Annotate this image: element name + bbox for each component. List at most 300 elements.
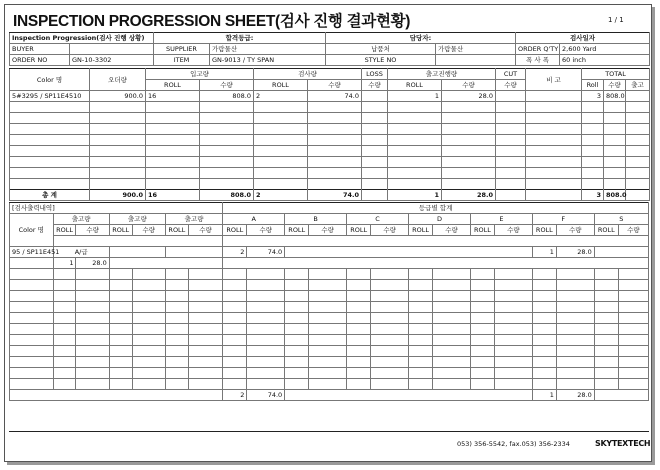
table-cell [188, 379, 222, 390]
table-cell [165, 335, 188, 346]
table-cell [76, 269, 109, 280]
lower-sum-bcde [285, 390, 533, 401]
qty-header: 수량 [433, 225, 471, 236]
table-cell [362, 124, 388, 135]
table-cell [285, 368, 309, 379]
table-cell [556, 280, 594, 291]
table-cell [582, 124, 604, 135]
table-cell [409, 280, 433, 291]
lower-bcde [285, 247, 533, 258]
table-cell [496, 168, 526, 179]
qty-header: 수량 [495, 225, 533, 236]
total-roll-header: Roll [582, 80, 604, 91]
table-cell [604, 124, 626, 135]
table-cell [496, 179, 526, 190]
col-inspect: 검사량 [254, 69, 362, 80]
table-cell [247, 302, 285, 313]
table-cell [109, 324, 132, 335]
table-cell [626, 102, 650, 113]
table-cell [90, 168, 146, 179]
table-cell [254, 135, 308, 146]
table-cell [109, 291, 132, 302]
table-cell [594, 291, 618, 302]
grade-header-s: S [594, 214, 648, 225]
table-cell [362, 157, 388, 168]
table-cell [132, 368, 165, 379]
table-cell [526, 135, 582, 146]
table-cell [247, 324, 285, 335]
table-cell [254, 113, 308, 124]
table-cell [308, 124, 362, 135]
row-total-ship [626, 91, 650, 102]
table-cell [90, 146, 146, 157]
grade-header-c: C [347, 214, 409, 225]
col-order-qty: 오더량 [90, 69, 146, 91]
sum-order-qty: 900.0 [90, 190, 146, 201]
order-qty-value: 2,600 Yard [560, 44, 650, 55]
table-cell [362, 146, 388, 157]
table-cell [409, 379, 433, 390]
table-cell [442, 124, 496, 135]
table-cell [362, 179, 388, 190]
row-insp-qty: 74.0 [308, 91, 362, 102]
table-cell [188, 269, 222, 280]
table-cell [618, 368, 648, 379]
table-cell [347, 280, 371, 291]
table-cell [223, 379, 247, 390]
table-cell [433, 368, 471, 379]
table-cell [309, 368, 347, 379]
table-cell [532, 368, 556, 379]
table-cell [10, 302, 54, 313]
table-cell [347, 335, 371, 346]
table-cell [388, 124, 442, 135]
list-item [10, 302, 649, 313]
table-cell [90, 102, 146, 113]
cut-qty-header: 수량 [496, 80, 526, 91]
table-cell [188, 313, 222, 324]
sum-total-qty: 808.0 [604, 190, 626, 201]
lower-sum-row [10, 390, 649, 401]
table-cell [556, 368, 594, 379]
order-no-label: ORDER NO [10, 55, 70, 66]
table-cell [132, 302, 165, 313]
table-cell [470, 335, 494, 346]
table-cell [132, 313, 165, 324]
table-cell [247, 313, 285, 324]
table-cell [223, 357, 247, 368]
table-cell [409, 368, 433, 379]
table-cell [526, 124, 582, 135]
empty-rows [10, 102, 650, 190]
qty-header: 수량 [618, 225, 648, 236]
table-cell [495, 269, 533, 280]
table-cell [53, 280, 76, 291]
table-cell [76, 324, 109, 335]
table-cell [371, 269, 409, 280]
lower-row-grade: A/급 [53, 247, 109, 258]
table-cell [90, 135, 146, 146]
table-cell [495, 313, 533, 324]
table-row [10, 179, 650, 190]
table-cell [90, 113, 146, 124]
table-cell [247, 379, 285, 390]
table-cell [309, 291, 347, 302]
row-total-roll: 3 [582, 91, 604, 102]
row-total-qty: 808.0 [604, 91, 626, 102]
inspection-sheet [4, 4, 652, 462]
lower-data-row-2 [10, 258, 649, 269]
table-cell [495, 368, 533, 379]
table-cell [409, 269, 433, 280]
table-cell [247, 269, 285, 280]
row-in-roll: 16 [146, 91, 200, 102]
table-cell [165, 379, 188, 390]
table-cell [582, 157, 604, 168]
insp-roll-header: ROLL [254, 80, 308, 91]
table-cell [10, 280, 54, 291]
table-cell [10, 357, 54, 368]
table-cell [247, 291, 285, 302]
table-cell [200, 102, 254, 113]
qty-header: 수량 [76, 225, 109, 236]
table-cell [495, 280, 533, 291]
table-cell [371, 379, 409, 390]
table-cell [618, 379, 648, 390]
table-cell [309, 335, 347, 346]
table-cell [604, 146, 626, 157]
table-cell [526, 168, 582, 179]
table-cell [582, 146, 604, 157]
lower-f-roll: 1 [532, 247, 556, 258]
table-cell [10, 102, 90, 113]
table-cell [200, 135, 254, 146]
lower-row-ship3 [165, 247, 222, 258]
brand-logo: SKYTEXTECH [595, 439, 651, 448]
table-cell [496, 113, 526, 124]
table-row [10, 168, 650, 179]
table-cell [132, 379, 165, 390]
lower-a-qty: 74.0 [247, 247, 285, 258]
table-cell [495, 346, 533, 357]
table-cell [388, 168, 442, 179]
sum-remark [526, 190, 582, 201]
table-cell [388, 146, 442, 157]
table-cell [388, 157, 442, 168]
table-cell [496, 102, 526, 113]
table-cell [254, 168, 308, 179]
sum-label: 총 계 [10, 190, 90, 201]
row-remark [526, 91, 582, 102]
list-item [10, 357, 649, 368]
sum-total-roll: 3 [582, 190, 604, 201]
table-cell [53, 269, 76, 280]
roll-header: ROLL [594, 225, 618, 236]
qty-header: 수량 [371, 225, 409, 236]
table-cell [10, 335, 54, 346]
table-cell [618, 269, 648, 280]
table-cell [495, 357, 533, 368]
table-cell [594, 379, 618, 390]
table-cell [285, 335, 309, 346]
table-cell [247, 335, 285, 346]
table-cell [371, 335, 409, 346]
insp-qty-header: 수량 [308, 80, 362, 91]
table-cell [200, 146, 254, 157]
lower-sum-f-qty: 28.0 [556, 390, 594, 401]
info-table [9, 32, 650, 66]
table-cell [254, 179, 308, 190]
table-cell [53, 302, 76, 313]
list-item [10, 335, 649, 346]
table-cell [582, 179, 604, 190]
table-cell [308, 102, 362, 113]
table-cell [347, 368, 371, 379]
lower-col-color: Color 명 [10, 214, 54, 247]
table-cell [409, 302, 433, 313]
page-title: INSPECTION PROGRESSION SHEET(검사 진행 결과현황) [13, 13, 411, 30]
table-cell [109, 379, 132, 390]
table-cell [442, 146, 496, 157]
table-cell [165, 269, 188, 280]
table-cell [53, 357, 76, 368]
table-cell [146, 146, 200, 157]
col-color: Color 명 [10, 69, 90, 91]
table-cell [200, 168, 254, 179]
table-cell [165, 313, 188, 324]
table-cell [308, 179, 362, 190]
table-cell [618, 335, 648, 346]
table-cell [10, 324, 54, 335]
table-cell [146, 102, 200, 113]
ship-roll-header: ROLL [388, 80, 442, 91]
table-cell [223, 335, 247, 346]
table-cell [362, 113, 388, 124]
table-cell [470, 368, 494, 379]
table-cell [10, 269, 54, 280]
table-cell [409, 335, 433, 346]
spacer-left [53, 236, 223, 247]
col-loss: LOSS [362, 69, 388, 80]
grade-label: 합격등급: [154, 33, 326, 44]
table-cell [309, 302, 347, 313]
table-cell [247, 280, 285, 291]
table-cell [10, 291, 54, 302]
table-row [10, 146, 650, 157]
table-cell [442, 113, 496, 124]
table-cell [146, 135, 200, 146]
total-qty-header: 수량 [604, 80, 626, 91]
lower-data-row [10, 247, 649, 258]
buyer-label: BUYER [10, 44, 70, 55]
table-cell [618, 302, 648, 313]
table-cell [146, 179, 200, 190]
table-cell [470, 269, 494, 280]
table-cell [223, 324, 247, 335]
table-cell [76, 280, 109, 291]
footer-divider [9, 431, 649, 432]
table-cell [308, 157, 362, 168]
table-cell [433, 291, 471, 302]
table-cell [371, 357, 409, 368]
table-cell [388, 179, 442, 190]
table-cell [470, 302, 494, 313]
in-roll-header: ROLL [146, 80, 200, 91]
table-row [10, 91, 650, 102]
lower-f-qty: 28.0 [556, 247, 594, 258]
table-cell [409, 324, 433, 335]
table-cell [254, 124, 308, 135]
table-cell [347, 357, 371, 368]
table-cell [388, 135, 442, 146]
table-cell [556, 302, 594, 313]
table-cell [53, 368, 76, 379]
table-cell [433, 269, 471, 280]
table-cell [285, 313, 309, 324]
col-cut: CUT [496, 69, 526, 80]
table-cell [532, 302, 556, 313]
lower-col-ship1: 출고량 [53, 214, 109, 225]
table-cell [433, 357, 471, 368]
table-cell [532, 313, 556, 324]
sum-insp-qty: 74.0 [308, 190, 362, 201]
roll-header: ROLL [409, 225, 433, 236]
table-cell [532, 335, 556, 346]
table-cell [347, 269, 371, 280]
sum-cut [496, 190, 526, 201]
col-ship: 출고진행량 [388, 69, 496, 80]
table-cell [371, 313, 409, 324]
table-cell [604, 113, 626, 124]
table-cell [146, 113, 200, 124]
table-cell [626, 168, 650, 179]
table-cell [556, 379, 594, 390]
table-cell [347, 379, 371, 390]
table-cell [347, 291, 371, 302]
table-cell [10, 157, 90, 168]
table-cell [594, 368, 618, 379]
table-cell [10, 124, 90, 135]
qty-header: 수량 [132, 225, 165, 236]
table-cell [146, 168, 200, 179]
date-label: 검사일자 [516, 33, 650, 44]
sheet-label: Inspection Progression(검사 진행 상황) [10, 33, 154, 44]
table-cell [604, 102, 626, 113]
sum-in-qty: 808.0 [200, 190, 254, 201]
table-cell [53, 324, 76, 335]
progression-table [9, 68, 650, 201]
table-cell [309, 280, 347, 291]
table-cell [188, 346, 222, 357]
table-cell [433, 379, 471, 390]
table-cell [347, 302, 371, 313]
lower-sum-a-qty: 74.0 [247, 390, 285, 401]
table-cell [10, 168, 90, 179]
table-cell [132, 291, 165, 302]
roll-header: ROLL [223, 225, 247, 236]
table-cell [409, 346, 433, 357]
table-cell [618, 291, 648, 302]
table-cell [76, 335, 109, 346]
table-cell [223, 269, 247, 280]
table-cell [347, 346, 371, 357]
table-cell [10, 313, 54, 324]
table-cell [132, 346, 165, 357]
table-cell [285, 379, 309, 390]
table-cell [200, 179, 254, 190]
table-cell [285, 357, 309, 368]
row-cut [496, 91, 526, 102]
table-cell [362, 135, 388, 146]
table-cell [496, 146, 526, 157]
table-cell [470, 346, 494, 357]
order-no-value: GN-10-3302 [70, 55, 154, 66]
table-cell [285, 280, 309, 291]
lower-row-roll: 1 [53, 258, 76, 269]
table-cell [109, 368, 132, 379]
table-cell [594, 324, 618, 335]
table-cell [582, 135, 604, 146]
table-cell [90, 179, 146, 190]
table-cell [371, 324, 409, 335]
table-cell [76, 346, 109, 357]
table-cell [223, 291, 247, 302]
table-cell [409, 357, 433, 368]
table-row [10, 124, 650, 135]
table-cell [309, 346, 347, 357]
loss-qty-header: 수량 [362, 80, 388, 91]
table-cell [165, 324, 188, 335]
row-insp-roll: 2 [254, 91, 308, 102]
lower-row2-grades [223, 258, 649, 269]
lower-row-color: 95 / SP11E451 [10, 247, 54, 258]
table-cell [470, 291, 494, 302]
table-cell [594, 302, 618, 313]
table-cell [532, 379, 556, 390]
lower-sum-left [10, 390, 223, 401]
sum-insp-roll: 2 [254, 190, 308, 201]
table-cell [109, 269, 132, 280]
section-label: [검사출력내역] [10, 203, 223, 214]
table-row [10, 102, 650, 113]
table-cell [362, 102, 388, 113]
list-item [10, 368, 649, 379]
col-total: TOTAL [582, 69, 650, 80]
grade-header-a: A [223, 214, 285, 225]
table-cell [188, 302, 222, 313]
table-cell [146, 157, 200, 168]
table-cell [165, 291, 188, 302]
table-cell [76, 313, 109, 324]
table-cell [526, 157, 582, 168]
table-cell [604, 157, 626, 168]
delivery-label: 납품처 [326, 44, 436, 55]
table-cell [526, 113, 582, 124]
table-cell [247, 368, 285, 379]
table-cell [76, 291, 109, 302]
table-cell [109, 302, 132, 313]
table-cell [626, 113, 650, 124]
table-cell [76, 357, 109, 368]
sum-total-ship [626, 190, 650, 201]
table-cell [532, 280, 556, 291]
table-cell [618, 324, 648, 335]
supplier-value: 가람물산 [210, 44, 326, 55]
table-cell [626, 146, 650, 157]
table-cell [10, 135, 90, 146]
table-cell [470, 379, 494, 390]
table-cell [10, 113, 90, 124]
